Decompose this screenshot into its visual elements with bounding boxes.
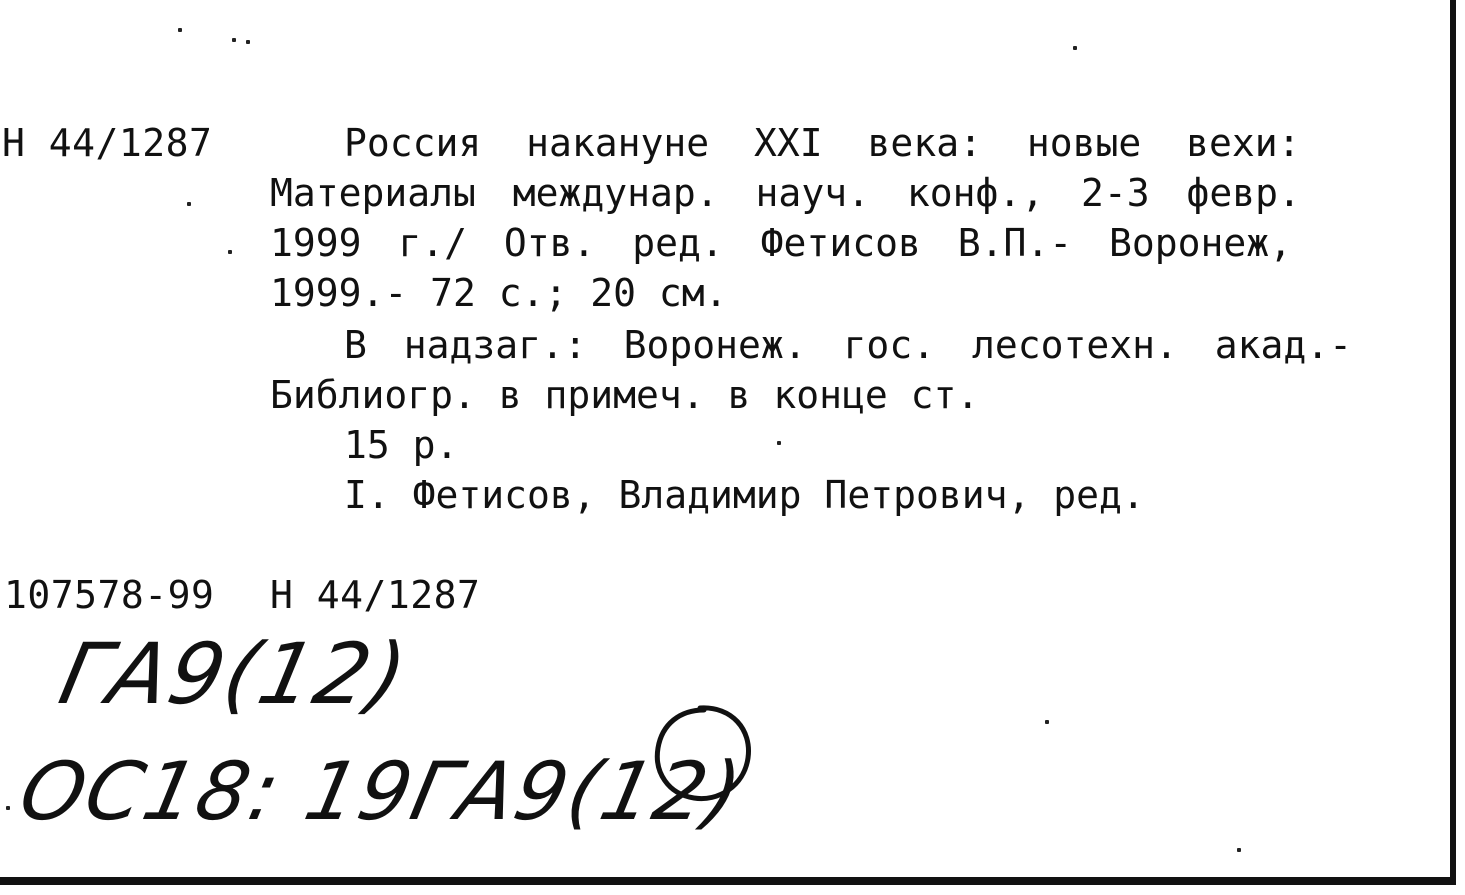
scan-speck bbox=[777, 441, 781, 445]
scan-speck bbox=[178, 28, 182, 32]
scan-speck bbox=[1073, 46, 1077, 50]
price: 15 р. bbox=[344, 423, 459, 467]
scan-speck bbox=[187, 202, 191, 206]
note-line-1: В надзаг.: Воронеж. гос. лесотехн. акад.- bbox=[344, 323, 1352, 367]
added-entry: I. Фетисов, Владимир Петрович, ред. bbox=[344, 473, 1145, 517]
title-line-2: Материалы междунар. науч. конф., 2-3 февр. bbox=[270, 171, 1301, 215]
shelfmark: Н 44/1287 bbox=[2, 121, 213, 165]
scan-speck bbox=[232, 38, 236, 42]
scan-speck bbox=[228, 250, 232, 254]
handwritten-class-mark: ГА9(12) bbox=[51, 625, 417, 723]
handwritten-circle-icon bbox=[648, 702, 758, 806]
title-line-1-text: Россия накануне XXI века: новые вехи: bbox=[344, 121, 1301, 165]
scan-speck bbox=[246, 40, 250, 44]
scan-speck bbox=[6, 806, 10, 810]
title-line-3: 1999 г./ Отв. ред. Фетисов В.П.- Воронеж, bbox=[270, 221, 1292, 265]
shelfmark-footer: Н 44/1287 bbox=[270, 573, 481, 617]
note-line-2: Библиогр. в примеч. в конце ст. bbox=[270, 373, 980, 417]
scan-speck bbox=[1237, 848, 1241, 852]
accession-number: 107578-99 bbox=[4, 573, 215, 617]
title-line-4: 1999.- 72 с.; 20 см. bbox=[270, 271, 728, 315]
card-edge-bottom bbox=[0, 877, 1456, 885]
handwritten-class-mark-full: ОС18: 19ГА9(12) bbox=[12, 745, 752, 838]
title-line-1 bbox=[344, 118, 1366, 168]
card-edge-right bbox=[1450, 0, 1456, 885]
scan-speck bbox=[1045, 720, 1049, 724]
